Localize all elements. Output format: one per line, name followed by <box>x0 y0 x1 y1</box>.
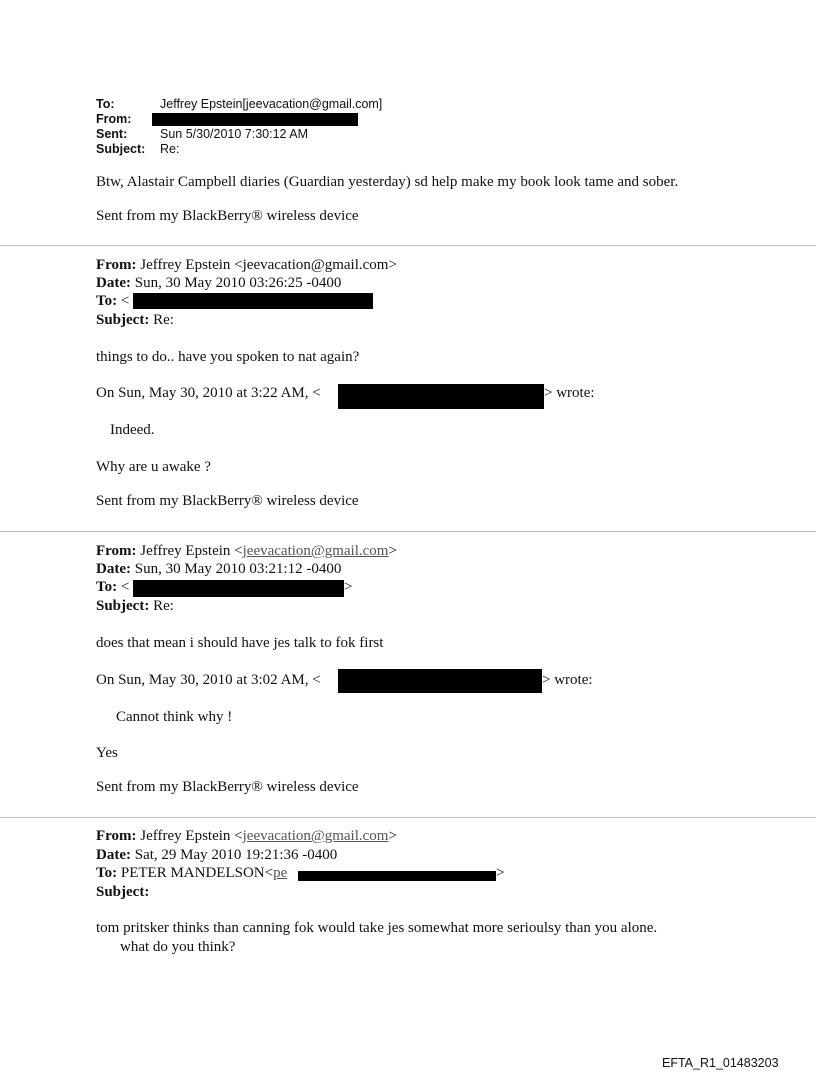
header-sent-label: Sent: <box>96 127 128 141</box>
message2-date: Date: Sun, 30 May 2010 03:26:25 -0400 <box>96 275 342 291</box>
message2-reply: Why are u awake ? <box>96 459 211 475</box>
message3-from: From: Jeffrey Epstein <jeevacation@gmail.com> <box>96 543 397 559</box>
message4-to: To: PETER MANDELSON<pe <box>96 865 288 881</box>
document-id: EFTA_R1_01483203 <box>662 1056 779 1070</box>
message2-quoted-line: Indeed. <box>110 422 155 438</box>
message3-subject: Subject: Re: <box>96 598 174 614</box>
message4-from: From: Jeffrey Epstein <jeevacation@gmail.com> <box>96 828 397 844</box>
message3-body: does that mean i should have jes talk to fok first <box>96 635 384 651</box>
message1-signature: Sent from my BlackBerry® wireless device <box>96 208 359 224</box>
redaction-bar <box>152 113 358 126</box>
message2-to: To: < <box>96 293 130 309</box>
message3-to-close: > <box>344 579 353 595</box>
message3-quote-header: On Sun, May 30, 2010 at 3:02 AM, < <box>96 672 321 688</box>
redaction-bar <box>133 293 373 309</box>
message4-body-line2: what do you think? <box>120 939 236 955</box>
message3-from-email-link[interactable]: jeevacation@gmail.com <box>242 543 389 559</box>
message3-date: Date: Sun, 30 May 2010 03:21:12 -0400 <box>96 561 342 577</box>
divider <box>0 531 816 532</box>
redaction-bar <box>298 871 496 881</box>
message2-subject: Subject: Re: <box>96 312 174 328</box>
message1-body: Btw, Alastair Campbell diaries (Guardian yesterday) sd help make my book look tame and sober. <box>96 174 679 190</box>
message4-from-email-link[interactable]: jeevacation@gmail.com <box>242 828 389 844</box>
header-to-label: To: <box>96 97 115 111</box>
message3-quoted-line: Cannot think why ! <box>116 709 233 725</box>
message4-date: Date: Sat, 29 May 2010 19:21:36 -0400 <box>96 847 338 863</box>
message2-body: things to do.. have you spoken to nat again? <box>96 349 360 365</box>
message3-signature: Sent from my BlackBerry® wireless device <box>96 779 359 795</box>
message3-reply: Yes <box>96 745 118 761</box>
header-subject-label: Subject: <box>96 142 146 156</box>
header-from-label: From: <box>96 112 132 126</box>
header-subject-value: Re: <box>160 142 180 156</box>
message4-body-line1: tom pritsker thinks than canning fok would take jes somewhat more serioulsy than you alone. <box>96 920 658 936</box>
message2-quote-suffix: > wrote: <box>544 385 595 401</box>
divider <box>0 245 816 246</box>
message2-signature: Sent from my BlackBerry® wireless device <box>96 493 359 509</box>
message4-subject: Subject: <box>96 884 150 900</box>
message3-to: To: < <box>96 579 130 595</box>
divider <box>0 817 816 818</box>
header-to-value: Jeffrey Epstein[jeevacation@gmail.com] <box>160 97 383 111</box>
message2-from: From: Jeffrey Epstein <jeevacation@gmail.com> <box>96 257 397 273</box>
header-sent-value: Sun 5/30/2010 7:30:12 AM <box>160 127 309 141</box>
message4-to-email-link[interactable]: pe <box>273 865 288 881</box>
redaction-bar <box>338 384 544 409</box>
redaction-bar <box>338 669 542 693</box>
redaction-bar <box>133 580 344 597</box>
message3-quote-suffix: > wrote: <box>542 672 593 688</box>
message4-to-close: > <box>496 865 505 881</box>
message2-quote-header: On Sun, May 30, 2010 at 3:22 AM, < <box>96 385 321 401</box>
